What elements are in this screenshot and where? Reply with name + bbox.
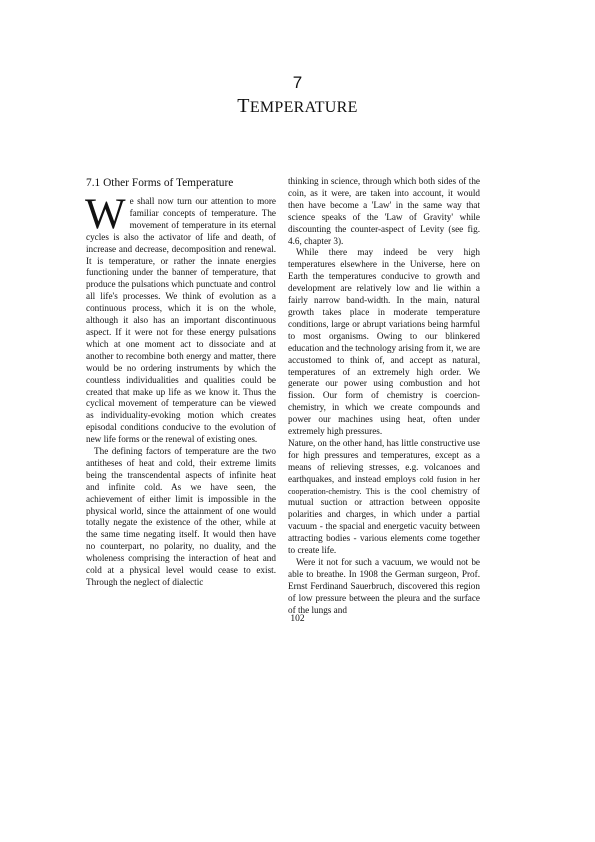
page-number: 102 <box>290 614 305 624</box>
chapter-title-rest: EMPERATURE <box>249 99 358 116</box>
drop-cap: W <box>85 191 126 238</box>
paragraph-6: Were it not for such a vacuum, we would not be able to breathe. In 1908 the German surgeon, Prof. Ernst Ferdinand Sauerbruch, discovered this region of low pressure between the pleura and the surface of the lungs and <box>288 557 480 615</box>
paragraph-1-text: e shall now turn our attention to more familiar concepts of temperature. The movement of temperature in its eternal cycles is also the activator of life and death, of increase and decrease, decomposition and renewal. It is temperature, or rather the innate energies functioning under the banner of temperature, that produce the pulsations which punctuate and control all life's processes. We think of evolution as a continuous process, which it is on the whole, although it also has an important discontinuous aspect. If it were not for these energy pulsations which at one moment act to dissociate and at another to recombine both energy and matter, there would be no ordering instruments by which the countless individualities and qualities could be created that make up life as we know it. Thus the cyclical movement of temperature can be viewed as individuality-evoking motion which creates episodal conditions conducive to the evolution of new life forms or the renewal of existing ones. <box>86 196 276 445</box>
paragraph-4: While there may indeed be very high temperatures elsewhere in the Universe, here on Earth the temperatures conducive to growth and development are relatively low and lie within a fairly narrow band-width. In the main, natural growth takes place in moderate temperature conditions, large or abrupt variations being harmful to most organisms. Owing to our blinkered education and the technology arising from it, we are accustomed to think of, and accept as natural, temperatures of an extremely high order. We generate our power using combustion and hot fission. Our form of chemistry is coercion-chemistry, in which we create compounds and power our machines using heat, often under extremely high pressures. <box>288 247 480 437</box>
paragraph-3: thinking in science, through which both sides of the coin, as it were, are taken into account, it would then have become a 'Law' in the same way that science speaks of the 'Law of Gravity' while discounting the counter-aspect of Levity (see fig. 4.6, chapter 3). <box>288 176 480 246</box>
paragraph-5-text-b: cold fusion in her cooperation-chemistry. This is <box>288 474 481 496</box>
left-column <box>86 176 276 589</box>
chapter-number: 7 <box>292 73 303 92</box>
section-heading: 7.1 Other Forms of Temperature <box>86 177 234 189</box>
chapter-title <box>0 96 595 118</box>
right-column <box>288 176 480 617</box>
paragraph-5-text-a: Nature, on the other hand, has little constructive use for high pressures and temperatures, except as a means of relieving stresses, e.g. volcanoes and earthquakes, and instead employs <box>288 437 480 484</box>
paragraph-5 <box>288 438 480 557</box>
paragraph-1 <box>85 191 276 446</box>
chapter-title-initial: T <box>237 95 250 117</box>
paragraph-2: The defining factors of temperature are the two antitheses of heat and cold, their extreme limits being the transcendental aspects of infinite heat and infinite cold. As we have seen, the achievement of either limit is impossible in the physical world, since the attainment of one would totally negate the existence of the other, while at the same time negating itself. It would then have no counterpart, no polarity, no duality, and the wholeness comprising the interaction of heat and cold at a physical level would cease to exist. Through the neglect of dialectic <box>86 446 276 587</box>
paragraph-5-text-c: the cool chemistry of mutual suction or attraction between opposite polarities and charges, in which under a partial vacuum - the spacial and energetic vacuity between attracting bodies - various elements come together to create life. <box>288 485 480 556</box>
